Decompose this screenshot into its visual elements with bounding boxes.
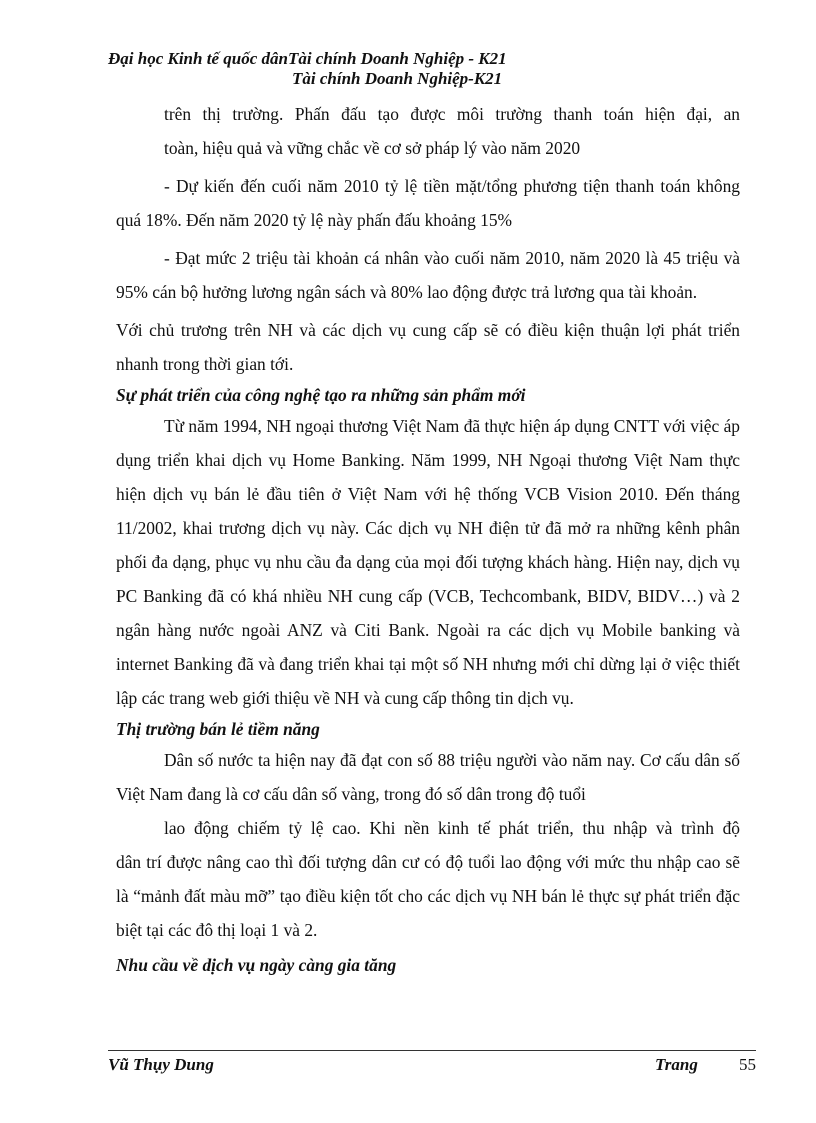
page-header xyxy=(108,49,608,89)
paragraph-accounts: - Đạt mức 2 triệu tài khoản cá nhân vào cuối năm 2010, năm 2020 là 45 triệu và 95% cán bộ hưởng lương ngân sách và 80% lao động được trả lương qua tài khoản. xyxy=(116,248,740,302)
section-heading-demand: Nhu cầu về dịch vụ ngày càng gia tăng xyxy=(116,955,397,975)
paragraph-continuation-line-1: trên thị trường. Phấn đấu tạo được môi trường thanh toán hiện đại, an xyxy=(164,104,740,124)
footer-page-label: Trang xyxy=(655,1055,698,1074)
footer-divider xyxy=(108,1050,756,1051)
paragraph-labor-line-1: lao động chiếm tỷ lệ cao. Khi nền kinh tế phát triển, thu nhập và trình độ xyxy=(164,818,740,838)
header-line-2: Tài chính Doanh Nghiệp-K21 xyxy=(292,69,503,88)
footer-author: Vũ Thụy Dung xyxy=(108,1055,214,1074)
paragraph-continuation-line-2: toàn, hiệu quả và vững chắc về cơ sở pháp lý vào năm 2020 xyxy=(164,138,581,158)
section-heading-retail-market: Thị trường bán lẻ tiềm năng xyxy=(116,719,320,739)
section-heading-technology: Sự phát triển của công nghệ tạo ra những sản phẩm mới xyxy=(116,385,526,405)
body-text xyxy=(116,97,740,979)
paragraph-cash-ratio: - Dự kiến đến cuối năm 2010 tỷ lệ tiền mặt/tổng phương tiện thanh toán không quá 18%. Đến năm 2020 tỷ lệ này phấn đấu khoảng 15% xyxy=(116,176,740,230)
paragraph-policy: Với chủ trương trên NH và các dịch vụ cung cấp sẽ có điều kiện thuận lợi phát triển nhanh trong thời gian tới. xyxy=(116,320,740,374)
paragraph-labor-rest: dân trí được nâng cao thì đối tượng dân cư có độ tuổi lao động với mức thu nhập cao sẽ là “mảnh đất màu mỡ” tạo điều kiện tốt cho các dịch vụ NH bán lẻ thực sự phát triển đặc biệt tại các đô thị loại 1 và 2. xyxy=(116,852,740,940)
paragraph-technology: Từ năm 1994, NH ngoại thương Việt Nam đã thực hiện áp dụng CNTT với việc áp dụng triển khai dịch vụ Home Banking. Năm 1999, NH Ngoại thương Việt Nam thực hiện dịch vụ bán lẻ đầu tiên ở Việt Nam với hệ thống VCB Vision 2010. Đến tháng 11/2002, khai trương dịch vụ này. Các dịch vụ NH điện tử đã mở ra những kênh phân phối đa dạng, phục vụ nhu cầu đa dạng của mọi đối tượng khách hàng. Hiện nay, dịch vụ PC Banking đã có khá nhiều NH cung cấp (VCB, Techcombank, BIDV, BIDV…) và 2 ngân hàng nước ngoài ANZ và Citi Bank. Ngoài ra các dịch vụ Mobile banking và internet Banking đã và đang triển khai tại một số NH nhưng mới chỉ dừng lại ở việc thiết lập các trang web giới thiệu về NH và cung cấp thông tin dịch vụ. xyxy=(116,416,740,708)
paragraph-population: Dân số nước ta hiện nay đã đạt con số 88 triệu người vào năm nay. Cơ cấu dân số Việt Nam đang là cơ cấu dân số vàng, trong đó số dân trong độ tuổi xyxy=(116,750,740,804)
footer-page-number: 55 xyxy=(739,1055,756,1074)
header-line-1: Đại học Kinh tế quốc dânTài chính Doanh Nghiệp - K21 xyxy=(108,49,507,68)
